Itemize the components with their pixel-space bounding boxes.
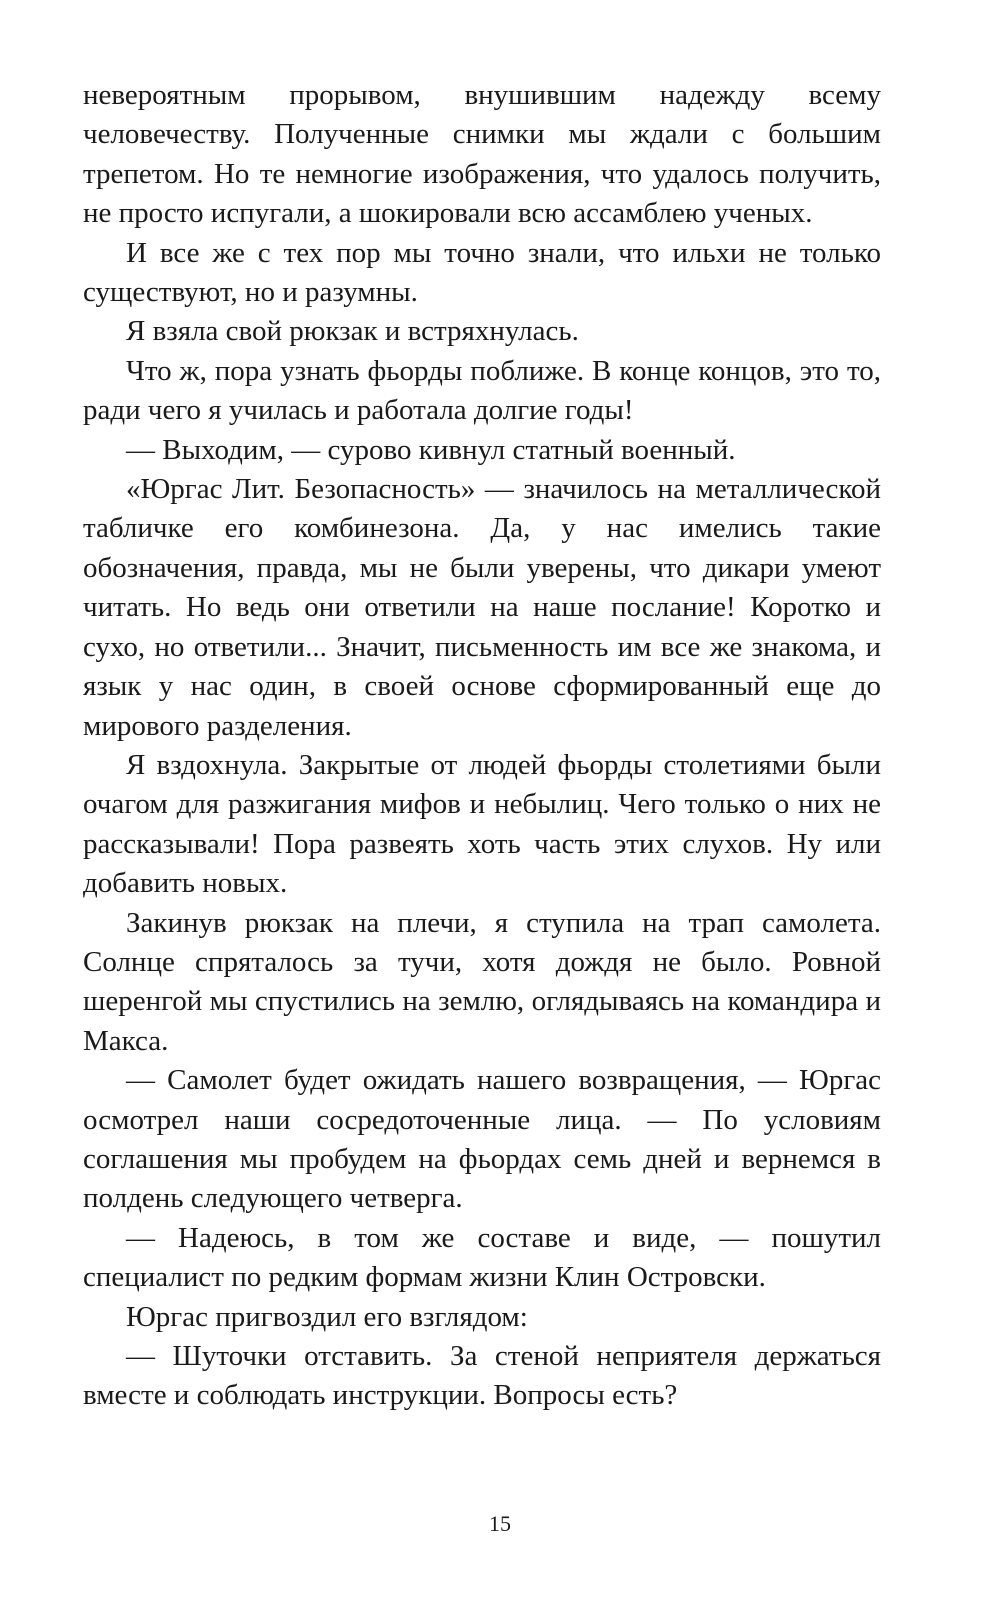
body-text <box>83 76 881 1416</box>
page-number: 15 <box>489 1511 511 1536</box>
paragraph-7: Я вздохнула. Закрытые от людей фьорды столетиями были очагом для разжигания мифов и небылиц. Чего только о них не рассказывали! Пора развеять хоть часть этих слухов. Ну или добавить новых. <box>83 748 881 900</box>
paragraph-2: И все же с тех пор мы точно знали, что ильхи не только существуют, но и разумны. <box>83 236 881 309</box>
paragraph-5: — Выходим, — сурово кивнул статный военный. <box>126 433 736 466</box>
paragraph-1: невероятным прорывом, внушившим надежду всему человечеству. Полученные снимки мы ждали с большим трепетом. Но те немногие изображения, что удалось получить, не просто испугали, а шокировали всю ассамблею ученых. <box>83 79 881 230</box>
paragraph-4: Что ж, пора узнать фьорды поближе. В конце концов, это то, ради чего я училась и работала долгие годы! <box>83 354 881 427</box>
paragraph-11: Юргас пригвоздил его взглядом: <box>126 1300 528 1333</box>
paragraph-9: — Самолет будет ожидать нашего возвращения, — Юргас осмотрел наши сосредоточенные лица. — По условиям соглашения мы пробудем на фьордах семь дней и вернемся в полдень следующего четверга. <box>83 1064 881 1215</box>
paragraph-12: — Шуточки отставить. За стеной неприятеля держаться вместе и соблюдать инструкции. Вопросы есть? <box>83 1340 881 1412</box>
paragraph-10: — Надеюсь, в том же составе и виде, — пошутил специалист по редким формам жизни Клин Островски. <box>83 1221 881 1294</box>
paragraph-8: Закинув рюкзак на плечи, я ступила на трап самолета. Солнце спряталось за тучи, хотя дождя не было. Ровной шеренгой мы спустились на землю, оглядываясь на командира и Макса. <box>83 906 881 1057</box>
paragraph-6: «Юргас Лит. Безопасность» — значилось на металлической табличке его комбинезона. Да, у нас имелись такие обозначения, правда, мы не были уверены, что дикари умеют читать. Но ведь они ответили на наше послание! Коротко и сухо, но ответили... Значит, письменность им все же знакома, и язык у нас один, в своей основе сформированный еще до мирового разделения. <box>83 473 881 742</box>
paragraph-3: Я взяла свой рюкзак и встряхнулась. <box>126 315 579 348</box>
